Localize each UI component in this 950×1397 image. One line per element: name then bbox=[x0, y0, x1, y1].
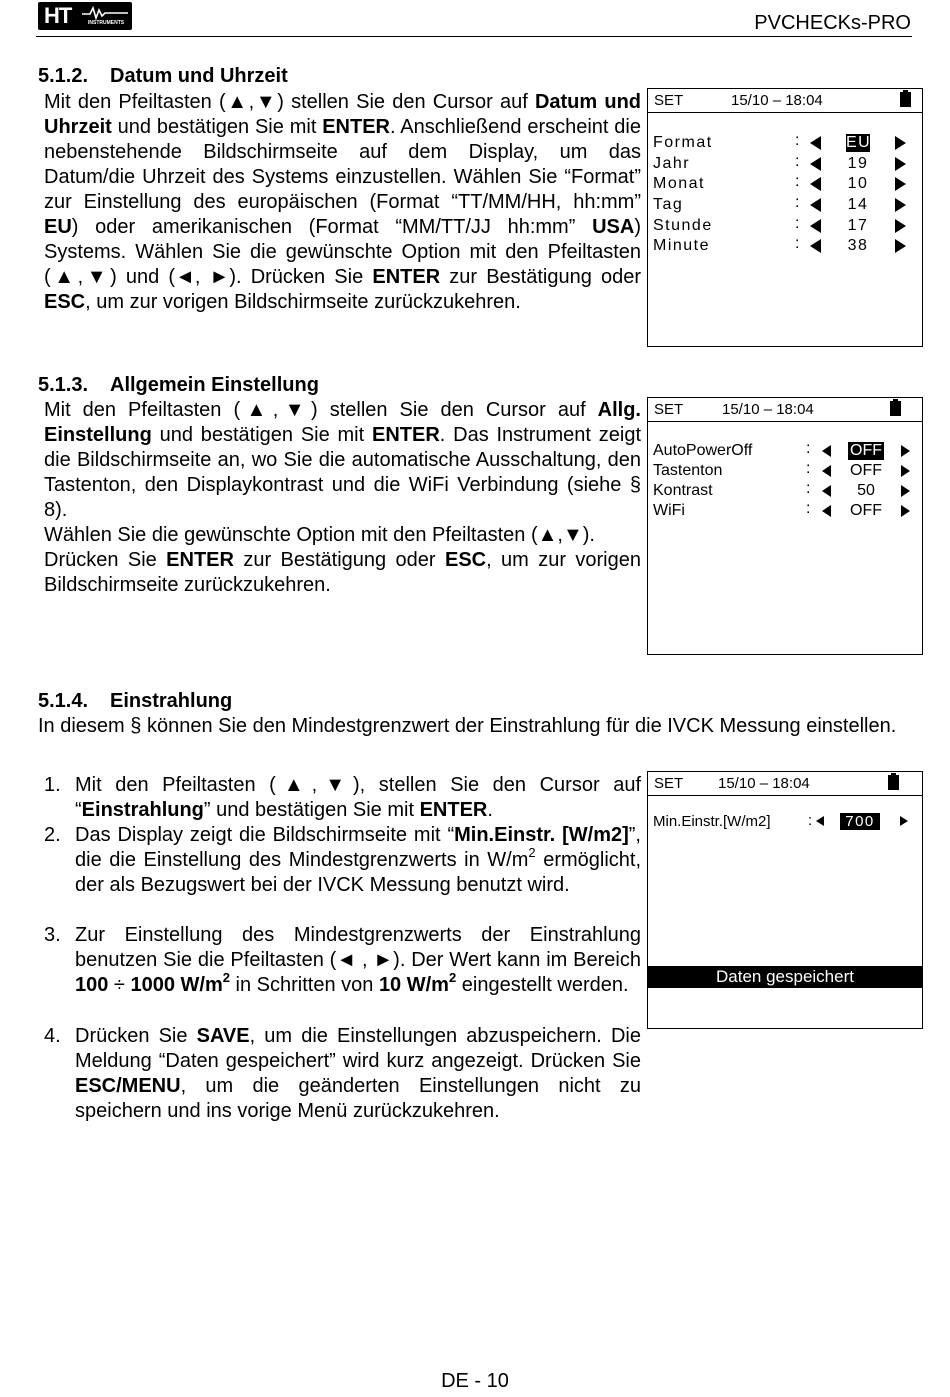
separator: : bbox=[806, 500, 811, 517]
setting-value: 50 bbox=[857, 482, 875, 499]
battery-icon bbox=[890, 401, 901, 416]
battery-icon bbox=[900, 92, 911, 107]
section-514-heading bbox=[38, 689, 232, 713]
text-run-bold: 1000 W/m bbox=[130, 974, 223, 996]
header-divider bbox=[36, 36, 912, 37]
arrow-right-icon bbox=[895, 177, 906, 191]
section-513-paragraph-3 bbox=[44, 548, 641, 598]
text-run-bold: ENTER bbox=[419, 799, 488, 821]
waveform-icon bbox=[82, 6, 128, 20]
text-run-bold: ESC bbox=[44, 291, 86, 313]
arrow-left-icon bbox=[810, 177, 821, 191]
status-bar bbox=[648, 398, 922, 422]
separator: : bbox=[795, 173, 801, 190]
text-run: , um die geänderten Einstellungen nicht zu speichern und ins vorige Menü zurückzukehren. bbox=[75, 1075, 641, 1122]
setting-label: Tag bbox=[653, 196, 684, 213]
arrow-right-icon bbox=[900, 816, 908, 826]
arrow-right-icon bbox=[895, 198, 906, 212]
section-513-heading bbox=[38, 373, 319, 397]
setting-label: Kontrast bbox=[653, 482, 713, 499]
arrow-left-icon bbox=[810, 157, 821, 171]
setting-value-selected: OFF bbox=[850, 442, 882, 459]
arrow-right-icon bbox=[895, 157, 906, 171]
text-run: zur Bestätigung oder bbox=[440, 266, 642, 288]
text-run-bold: ENTER bbox=[166, 549, 234, 571]
text-run: ) Systems. Wählen Sie die gewünschte Option mit den Pfeiltasten (▲,▼) und (◄, ►). Drücken Sie bbox=[44, 216, 641, 288]
text-run-bold: USA bbox=[592, 216, 635, 238]
setting-label: WiFi bbox=[653, 502, 685, 519]
list-item bbox=[44, 773, 641, 823]
text-run: . bbox=[487, 799, 493, 821]
section-title: Einstrahlung bbox=[110, 690, 233, 712]
text-run: zur Bestätigung oder bbox=[233, 549, 445, 571]
superscript: 2 bbox=[448, 970, 457, 986]
setting-row-min-irradiance bbox=[648, 813, 922, 833]
text-run-bold: ESC bbox=[444, 549, 487, 571]
section-514-intro: In diesem § können Sie den Mindestgrenzwert der Einstrahlung für die IVCK Messung einstellen. bbox=[38, 715, 897, 737]
superscript: 2 bbox=[222, 970, 230, 986]
status-bar bbox=[648, 89, 922, 113]
section-number: 5.1.4. bbox=[38, 690, 89, 712]
battery-icon bbox=[888, 775, 899, 790]
text-run: eingestellt werden. bbox=[456, 974, 629, 996]
arrow-right-icon bbox=[895, 219, 906, 233]
text-run: ermöglicht, der als Bezugswert bei der IVCK Messung benutzt wird. bbox=[75, 849, 642, 896]
setting-value: 38 bbox=[847, 237, 869, 254]
arrow-right-icon bbox=[895, 136, 906, 150]
text-run: Drücken Sie bbox=[75, 1025, 197, 1047]
separator: : bbox=[795, 235, 801, 252]
datetime-readout: 15/10 – 18:04 bbox=[731, 92, 823, 109]
separator: : bbox=[795, 153, 801, 170]
setting-value: OFF bbox=[850, 502, 882, 519]
text-run-bold: Min.Einstr. [W/m2] bbox=[454, 824, 629, 846]
status-bar bbox=[648, 772, 922, 796]
setting-label: Min.Einstr.[W/m2] bbox=[653, 813, 771, 830]
document-title: PVCHECKs-PRO bbox=[754, 12, 911, 34]
arrow-right-icon bbox=[895, 239, 906, 253]
list-number: 4. bbox=[44, 1025, 61, 1047]
setting-row-minute bbox=[648, 237, 922, 257]
setting-row-tag bbox=[648, 196, 922, 216]
section-number: 5.1.2. bbox=[38, 65, 89, 87]
setting-label: Tastenton bbox=[653, 462, 723, 479]
text-run: und bestätigen Sie mit bbox=[151, 424, 372, 446]
arrow-left-icon bbox=[810, 136, 821, 150]
setting-value: 14 bbox=[847, 196, 869, 213]
logo-subtext: INSTRUMENTS bbox=[88, 20, 125, 26]
arrow-right-icon bbox=[901, 485, 910, 497]
separator: : bbox=[806, 460, 811, 477]
setting-row-tastenton bbox=[648, 462, 922, 482]
datetime-readout: 15/10 – 18:04 bbox=[718, 775, 810, 792]
setting-label: Jahr bbox=[653, 155, 691, 172]
list-item bbox=[44, 923, 641, 1023]
mode-label: SET bbox=[654, 775, 684, 792]
list-item bbox=[44, 1024, 641, 1124]
arrow-left-icon bbox=[822, 465, 831, 477]
setting-row-monat bbox=[648, 175, 922, 195]
general-settings-display-screen bbox=[647, 397, 923, 655]
list-text bbox=[75, 773, 641, 823]
text-run-bold: ENTER bbox=[372, 266, 441, 288]
setting-row-format bbox=[648, 134, 922, 154]
setting-row-kontrast bbox=[648, 482, 922, 502]
setting-value-selected: 700 bbox=[840, 813, 880, 830]
text-run: , um die Einstellungen abzuspeichern. Die Meldung “Daten gespeichert” wird kurz angezeigt. Drücken Sie bbox=[75, 1025, 641, 1072]
irradiance-display-screen bbox=[647, 771, 923, 1029]
section-513-paragraph-2: Wählen Sie die gewünschte Option mit den Pfeiltasten (▲,▼). bbox=[44, 524, 595, 546]
text-run: Das Display zeigt die Bildschirmseite mit “ bbox=[75, 824, 455, 846]
setting-value-selected: EU bbox=[846, 134, 872, 151]
setting-row-stunde bbox=[648, 217, 922, 237]
separator: : bbox=[795, 194, 801, 211]
section-512-heading bbox=[38, 64, 288, 88]
setting-row-jahr bbox=[648, 155, 922, 175]
text-run: Drücken Sie bbox=[44, 549, 167, 571]
text-run: in Schritten von bbox=[229, 974, 379, 996]
setting-label: Format bbox=[653, 134, 713, 151]
arrow-left-icon bbox=[810, 198, 821, 212]
text-run: Mit den Pfeiltasten (▲,▼) stellen Sie den Cursor auf bbox=[44, 399, 598, 421]
ht-logo bbox=[38, 2, 132, 30]
setting-label: Monat bbox=[653, 175, 705, 192]
text-run-bold: ESC/MENU bbox=[75, 1075, 181, 1097]
text-run-bold: Einstrahlung bbox=[81, 799, 204, 821]
arrow-right-icon bbox=[901, 445, 910, 457]
section-title: Datum und Uhrzeit bbox=[110, 65, 288, 87]
text-run-bold: 100 bbox=[75, 974, 109, 996]
setting-label: Stunde bbox=[653, 217, 713, 234]
text-run: ”, die die Einstellung des Mindestgrenzwerts in W/m bbox=[75, 824, 641, 871]
section-number: 5.1.3. bbox=[38, 374, 89, 396]
superscript: 2 bbox=[528, 845, 536, 861]
text-run-bold: 10 W/m bbox=[378, 974, 449, 996]
arrow-right-icon bbox=[901, 465, 910, 477]
arrow-left-icon bbox=[816, 816, 824, 826]
text-run: ) oder amerikanischen (Format “MM/TT/JJ hh:mm” bbox=[71, 216, 593, 238]
mode-label: SET bbox=[654, 92, 684, 109]
setting-value: OFF bbox=[850, 462, 882, 479]
datetime-readout: 15/10 – 18:04 bbox=[722, 401, 814, 418]
section-title: Allgemein Einstellung bbox=[110, 374, 319, 396]
text-run-bold: ENTER bbox=[322, 116, 391, 138]
setting-label: Minute bbox=[653, 237, 711, 254]
list-text bbox=[75, 923, 641, 998]
setting-row-autopoweroff bbox=[648, 442, 922, 462]
text-run: . Anschließend erscheint die nebenstehende Bildschirmseite auf dem Display, um das Datum/die Uhrzeit des Systems einzustellen. Wählen Sie “Format” zur Einstellung des europäischen (Format “TT/MM/HH, hh:mm” bbox=[44, 116, 641, 213]
page-number: DE - 10 bbox=[441, 1370, 509, 1392]
separator: : bbox=[806, 440, 811, 457]
datetime-display-screen bbox=[647, 88, 923, 347]
list-number: 2. bbox=[44, 824, 61, 846]
section-512-paragraph bbox=[44, 90, 641, 315]
text-run: und bestätigen Sie mit bbox=[111, 116, 323, 138]
separator: : bbox=[808, 812, 813, 829]
text-run-bold: ENTER bbox=[371, 424, 440, 446]
list-number: 3. bbox=[44, 924, 61, 946]
section-513-paragraph-1 bbox=[44, 398, 641, 523]
text-run: Zur Einstellung des Mindestgrenzwerts der Einstrahlung benutzen Sie die Pfeiltasten (◄ , ►). Der Wert kann im Bereich bbox=[75, 924, 641, 971]
text-run: , um zur vorigen Bildschirmseite zurückzukehren. bbox=[85, 291, 521, 313]
list-text bbox=[75, 1024, 641, 1124]
mode-label: SET bbox=[654, 401, 684, 418]
list-number: 1. bbox=[44, 774, 61, 796]
text-run-bold: SAVE bbox=[196, 1025, 250, 1047]
arrow-left-icon bbox=[810, 239, 821, 253]
arrow-left-icon bbox=[810, 219, 821, 233]
setting-row-wifi bbox=[648, 502, 922, 522]
arrow-right-icon bbox=[901, 505, 910, 517]
text-run: ” und bestätigen Sie mit bbox=[203, 799, 420, 821]
list-item bbox=[44, 823, 641, 923]
list-text bbox=[75, 823, 641, 898]
arrow-left-icon bbox=[822, 485, 831, 497]
text-run-bold: Allg. Einstellung bbox=[44, 399, 641, 446]
saved-message-bar: Daten gespeichert bbox=[648, 966, 922, 988]
text-run-bold: EU bbox=[44, 216, 72, 238]
text-run: Mit den Pfeiltasten (▲,▼), stellen Sie den Cursor auf “ bbox=[75, 774, 641, 821]
text-run: , um zur vorigen Bildschirmseite zurückzukehren. bbox=[44, 549, 641, 596]
separator: : bbox=[795, 215, 801, 232]
arrow-left-icon bbox=[822, 505, 831, 517]
setting-value: 10 bbox=[847, 175, 869, 192]
separator: : bbox=[795, 132, 801, 149]
separator: : bbox=[806, 480, 811, 497]
setting-value: 17 bbox=[847, 217, 869, 234]
arrow-left-icon bbox=[822, 445, 831, 457]
setting-label: AutoPowerOff bbox=[653, 442, 753, 459]
setting-value: 19 bbox=[847, 155, 869, 172]
logo-text: HT bbox=[44, 3, 72, 28]
text-run: ÷ bbox=[108, 974, 131, 996]
text-run: . Das Instrument zeigt die Bildschirmseite an, wo Sie die automatische Ausschaltung, den Tastenton, den Displaykontrast und die WiFi Verbindung (siehe § 8). bbox=[44, 424, 641, 521]
text-run-bold: Datum und Uhrzeit bbox=[44, 91, 641, 138]
text-run: Mit den Pfeiltasten (▲,▼) stellen Sie den Cursor auf bbox=[44, 91, 535, 113]
